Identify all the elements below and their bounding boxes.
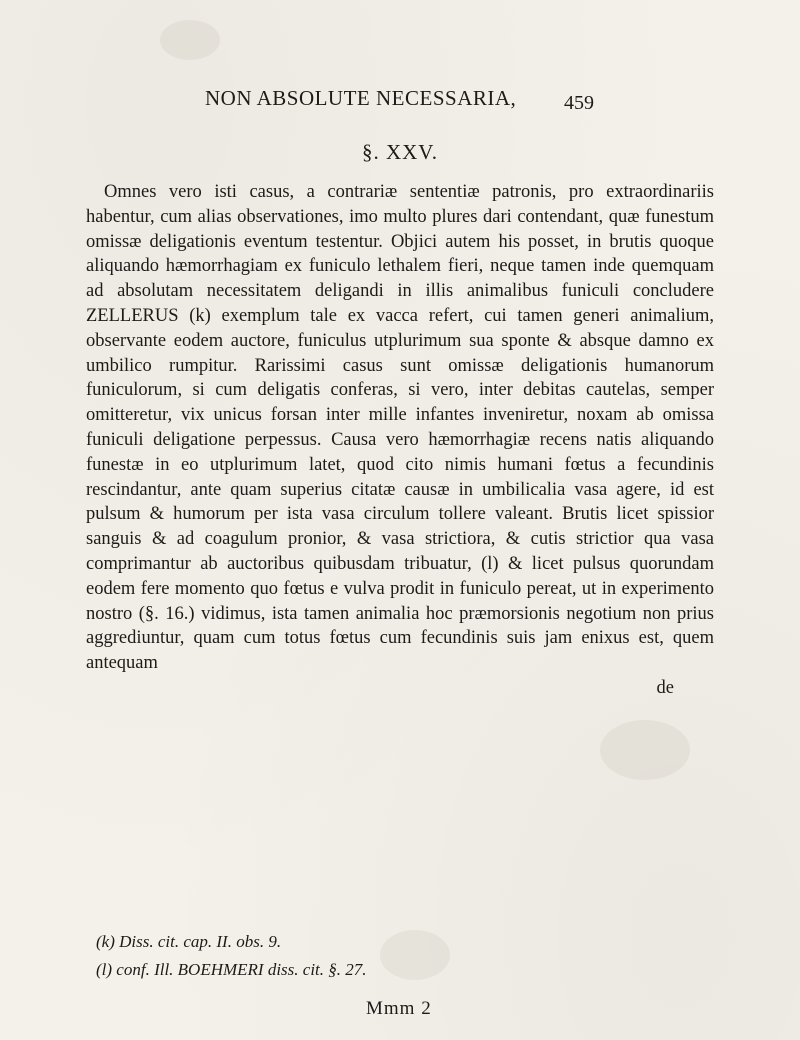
footnote-text: conf. Ill. BOEHMERI diss. cit. §. 27. xyxy=(116,960,367,979)
footnote-l xyxy=(96,956,696,984)
signature-mark: Mmm 2 xyxy=(366,998,432,1019)
body-paragraph-text: Omnes vero isti casus, a contrariæ sententiæ patronis, pro extraordinariis habentur, cum alias observationes, imo multo plures dari contendant, quæ funestum omissæ deligationis eventum testentur. Objici autem his posset, in brutis quoque aliquando hæmorrhagiam ex funiculo lethalem fieri, neque tamen inde quemquam ad absolutam necessitatem deligandi in illis animalibus funiculi concludere ZELLERUS (k) exemplum tale ex vacca refert, cui tamen generi animalium, observante eodem auctore, funiculus utplurimum sua sponte & absque damno ex umbilico rumpitur. Rarissimi casus sunt omissæ deligationis humanorum funiculorum, si cum deligatis conferas, si vero, inter debitas cautelas, semper omitteretur, vix unicus forsan inter mille infantes inveniretur, noxam ab omissa funiculi deligatione perpessus. Causa vero hæmorrhagiæ recens natis aliquando funestæ in eo utplurimum latet, quod cito nimis humani fœtus a fecundinis rescindantur, ante quam superius citatæ causæ in umbilicalia vasa agere, id est pulsum & humorum per ista vasa circulum tollere valeant. Brutis licet spissior sanguis & ad coagulum pronior, & vasa strictiora, & cutis strictior qua vasa comprimantur ab auctoribus quibusdam tribuatur, (l) & licet pulsus quorundam eodem fere momento quo fœtus e vulva prodit in funiculo pereat, ut in experimento nostro (§. 16.) vidimus, ista tamen animalia hoc præmorsionis negotium non prius aggrediuntur, quam cum totus fœtus cum fecundinis suis jam enixus est, quem antequam xyxy=(86,182,714,674)
footnote-text: Diss. cit. cap. II. obs. 9. xyxy=(119,932,282,951)
footnote-mark: (k) xyxy=(96,932,115,951)
catchword: de xyxy=(656,677,674,698)
paper-stain xyxy=(160,20,220,60)
running-head xyxy=(0,86,800,116)
footnote-mark: (l) xyxy=(96,960,113,979)
section-heading: §. XXV. xyxy=(361,140,439,164)
footnote-k xyxy=(96,928,696,956)
paper-stain xyxy=(600,720,690,780)
page-number: 459 xyxy=(564,92,594,114)
footnotes xyxy=(96,928,696,984)
running-title: NON ABSOLUTE NECESSARIA, xyxy=(205,86,517,110)
body-paragraph xyxy=(86,180,714,701)
